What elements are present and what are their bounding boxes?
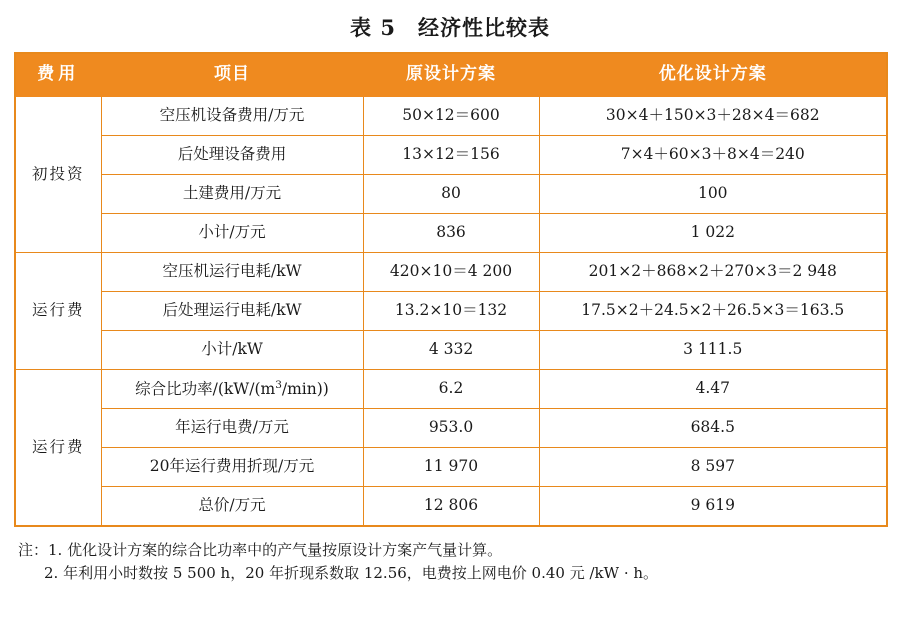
table-row bbox=[15, 253, 887, 292]
row-value-original: 6.2 bbox=[363, 370, 539, 409]
group-label-initial-investment: 初投资 bbox=[15, 97, 101, 253]
group-label-operating-cost-2: 运行费 bbox=[15, 370, 101, 527]
row-item-label: 20年运行费用折现/万元 bbox=[101, 448, 363, 487]
row-value-original: 11 970 bbox=[363, 448, 539, 487]
row-value-optimized: 4.47 bbox=[539, 370, 887, 409]
table-row bbox=[15, 214, 887, 253]
row-value-optimized: 684.5 bbox=[539, 409, 887, 448]
row-value-original: 420×10＝4 200 bbox=[363, 253, 539, 292]
header-row bbox=[15, 53, 887, 97]
group-label-operating-cost-1: 运行费 bbox=[15, 253, 101, 370]
table-row bbox=[15, 136, 887, 175]
row-item-label: 后处理运行电耗/kW bbox=[101, 292, 363, 331]
row-item-label: 空压机设备费用/万元 bbox=[101, 97, 363, 136]
table-row bbox=[15, 97, 887, 136]
table-row bbox=[15, 370, 887, 409]
row-value-optimized: 1 022 bbox=[539, 214, 887, 253]
table-header bbox=[15, 53, 887, 97]
economic-comparison-table bbox=[14, 52, 888, 527]
row-value-optimized: 201×2＋868×2＋270×3＝2 948 bbox=[539, 253, 887, 292]
column-header-optimized: 优化设计方案 bbox=[539, 53, 887, 97]
table-row bbox=[15, 448, 887, 487]
column-header-original: 原设计方案 bbox=[363, 53, 539, 97]
row-value-optimized: 17.5×2＋24.5×2＋26.5×3＝163.5 bbox=[539, 292, 887, 331]
table-row bbox=[15, 409, 887, 448]
row-value-optimized: 30×4＋150×3＋28×4＝682 bbox=[539, 97, 887, 136]
row-value-original: 50×12＝600 bbox=[363, 97, 539, 136]
table-notes bbox=[18, 539, 886, 586]
column-header-item: 项目 bbox=[101, 53, 363, 97]
row-value-optimized: 3 111.5 bbox=[539, 331, 887, 370]
row-value-optimized: 7×4＋60×3＋8×4＝240 bbox=[539, 136, 887, 175]
row-item-label-specific-power: 综合比功率$/(kW/(m^3/\min))$ bbox=[101, 370, 363, 409]
row-value-original: 13×12＝156 bbox=[363, 136, 539, 175]
table-body bbox=[15, 97, 887, 527]
table-row bbox=[15, 331, 887, 370]
row-item-label: 空压机运行电耗/kW bbox=[101, 253, 363, 292]
row-value-original: 953.0 bbox=[363, 409, 539, 448]
row-item-label: 总价/万元 bbox=[101, 487, 363, 527]
row-item-label: 小计/kW bbox=[101, 331, 363, 370]
row-item-label: 年运行电费/万元 bbox=[101, 409, 363, 448]
table-row bbox=[15, 175, 887, 214]
note-line-1: 注：1. 优化设计方案的综合比功率中的产气量按原设计方案产气量计算。 bbox=[18, 541, 503, 559]
row-value-original: 13.2×10＝132 bbox=[363, 292, 539, 331]
note-line-2: 2. 年利用小时数按 5 500 h，20 年折现系数取 12.56，电费按上网电价 0.40 元 /kW · h。 bbox=[44, 564, 659, 583]
row-value-optimized: 9 619 bbox=[539, 487, 887, 527]
row-value-original: 12 806 bbox=[363, 487, 539, 527]
column-header-fee: 费用 bbox=[15, 53, 101, 97]
row-item-label: 后处理设备费用 bbox=[101, 136, 363, 175]
table-row bbox=[15, 487, 887, 527]
row-value-original: 4 332 bbox=[363, 331, 539, 370]
row-value-optimized: 8 597 bbox=[539, 448, 887, 487]
row-item-label: 小计/万元 bbox=[101, 214, 363, 253]
row-value-original: 836 bbox=[363, 214, 539, 253]
row-value-original: 80 bbox=[363, 175, 539, 214]
table-title: 表 5 经济性比较表 bbox=[350, 15, 550, 40]
row-value-optimized: 100 bbox=[539, 175, 887, 214]
table-row bbox=[15, 292, 887, 331]
row-item-label: 土建费用/万元 bbox=[101, 175, 363, 214]
